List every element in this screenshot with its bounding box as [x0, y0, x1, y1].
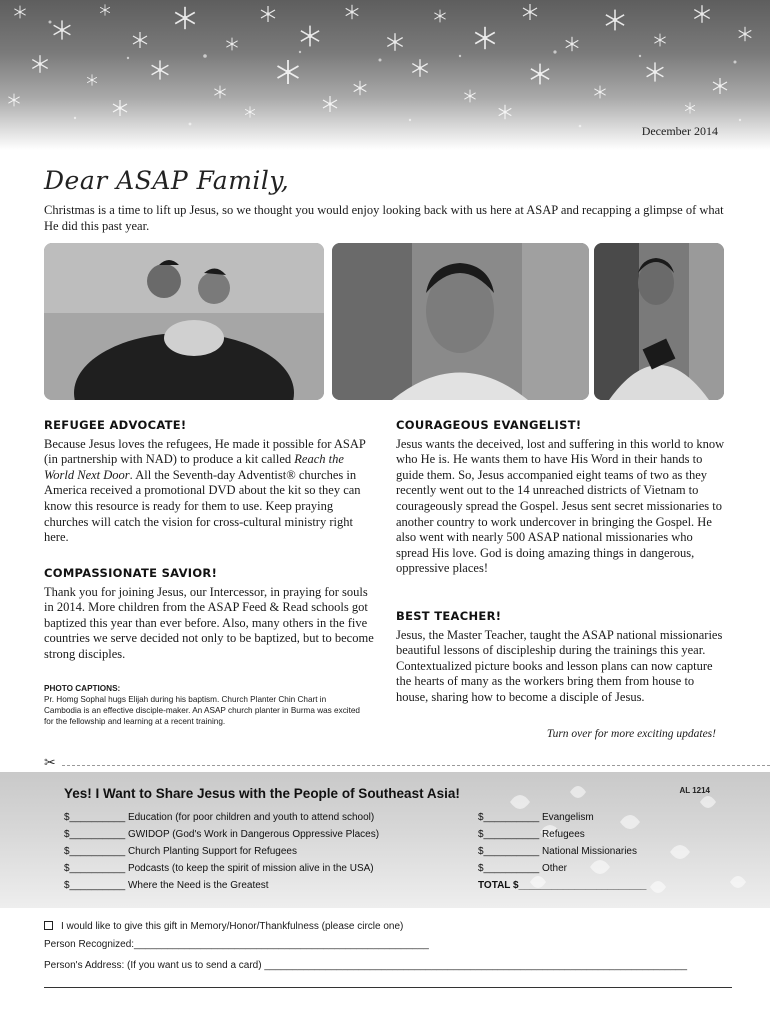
turn-over-note: Turn over for more exciting updates!	[546, 728, 716, 740]
teacher-text: Jesus, the Master Teacher, taught the ASAP national missionaries beautiful lessons of discipleship during the trainings this year. Contextualized picture books and lesson plans can now capture the hearts of many as the workers bring them from house to house, sharing how to become a disciple of Jesus.	[396, 627, 723, 704]
salutation: Dear ASAP Family,	[44, 166, 290, 195]
savior-text: Thank you for joining Jesus, our Intercessor, in praying for souls in 2014. More children from the ASAP Feed & Read schools got baptized this year than ever before. Also, many others in the five countries we serve decided not only to be baptized, but to become strong disciples.	[44, 584, 374, 661]
option-education[interactable]: $__________ Education (for poor children and youth to attend school)	[64, 812, 375, 823]
evangelist-heading: COURAGEOUS EVANGELIST!	[396, 418, 582, 432]
form-code: AL 1214	[679, 786, 710, 795]
teacher-section	[396, 609, 726, 706]
refugee-text: Because Jesus loves the refugees, He made it possible for ASAP (in partnership with NAD) to produce a kit called Reach the World Next Door. All the Seventh-day Adventist® churches in America received a promotional DVD about the kit so they can know this resource is ready for them to use. Keep praying churches will catch the vision for cross-cultural ministry right here.	[44, 436, 366, 545]
form-title: Yes! I Want to Share Jesus with the People of Southeast Asia!	[64, 786, 460, 801]
photo-captions	[44, 683, 364, 727]
church-planter-photo	[594, 243, 724, 400]
memorial-checkbox[interactable]	[44, 921, 53, 930]
savior-section	[44, 566, 376, 663]
teacher-heading: BEST TEACHER!	[396, 609, 502, 623]
option-other[interactable]: $__________ Other	[478, 863, 567, 874]
total-field[interactable]: TOTAL $_______________________	[478, 880, 647, 891]
option-gwidop[interactable]: $__________ GWIDOP (God's Work in Dangerous Oppressive Places)	[64, 829, 380, 840]
evangelist-section	[396, 418, 726, 577]
memorial-label: I would like to give this gift in Memory/Honor/Thankfulness (please circle one)	[61, 921, 404, 932]
option-evangelism[interactable]: $__________ Evangelism	[478, 812, 594, 823]
cut-line	[62, 765, 770, 766]
refugee-section	[44, 418, 376, 546]
refugee-heading: REFUGEE ADVOCATE!	[44, 418, 187, 432]
person-recognized-field[interactable]: Person Recognized:_____________________________________________________	[44, 939, 429, 950]
savior-heading: COMPASSIONATE SAVIOR!	[44, 566, 218, 580]
option-refugees[interactable]: $__________ Refugees	[478, 829, 585, 840]
donation-form	[0, 772, 770, 908]
memorial-option[interactable]	[44, 921, 403, 932]
address-blank-line[interactable]	[44, 987, 732, 988]
option-podcasts[interactable]: $__________ Podcasts (to keep the spirit of mission alive in the USA)	[64, 863, 374, 874]
option-national-missionaries[interactable]: $__________ National Missionaries	[478, 846, 637, 857]
option-greatest-need[interactable]: $__________ Where the Need is the Greatest	[64, 880, 269, 891]
baptism-photo	[44, 243, 324, 400]
evangelist-photo	[332, 243, 589, 400]
letter-date: December 2014	[641, 124, 718, 138]
intro-paragraph: Christmas is a time to lift up Jesus, so we thought you would enjoy looking back with us here at ASAP and recapping a glimpse of what He did this past year.	[44, 203, 724, 233]
option-church-planting[interactable]: $__________ Church Planting Support for Refugees	[64, 846, 297, 857]
caption-text: Pr. Homg Sophal hugs Elijah during his baptism. Church Planter Chin Chart in Cambodia is an effective disciple-maker. An ASAP church planter in Burma was excited for the fellowship and learning at a recent training.	[44, 695, 360, 726]
scissors-icon: ✂	[44, 756, 56, 771]
person-address-field[interactable]: Person's Address: (If you want us to send a card) ____________________________________________________________________________	[44, 960, 688, 971]
caption-title: PHOTO CAPTIONS:	[44, 684, 121, 693]
evangelist-text: Jesus wants the deceived, lost and suffering in this world to know who He is. He wants them to have His Word in their hands to guide them. So, Jesus accompanied eight teams of two as they recently went out to the 14 unreached districts of Vietnam to courageously spread the Gospel. Jesus sent secret missionaries to another country to work undercover in bringing the Gospel. He also went with nearly 500 ASAP national missionaries who spread His love. God is doing amazing things in dangerous, oppressive places!	[396, 436, 725, 576]
